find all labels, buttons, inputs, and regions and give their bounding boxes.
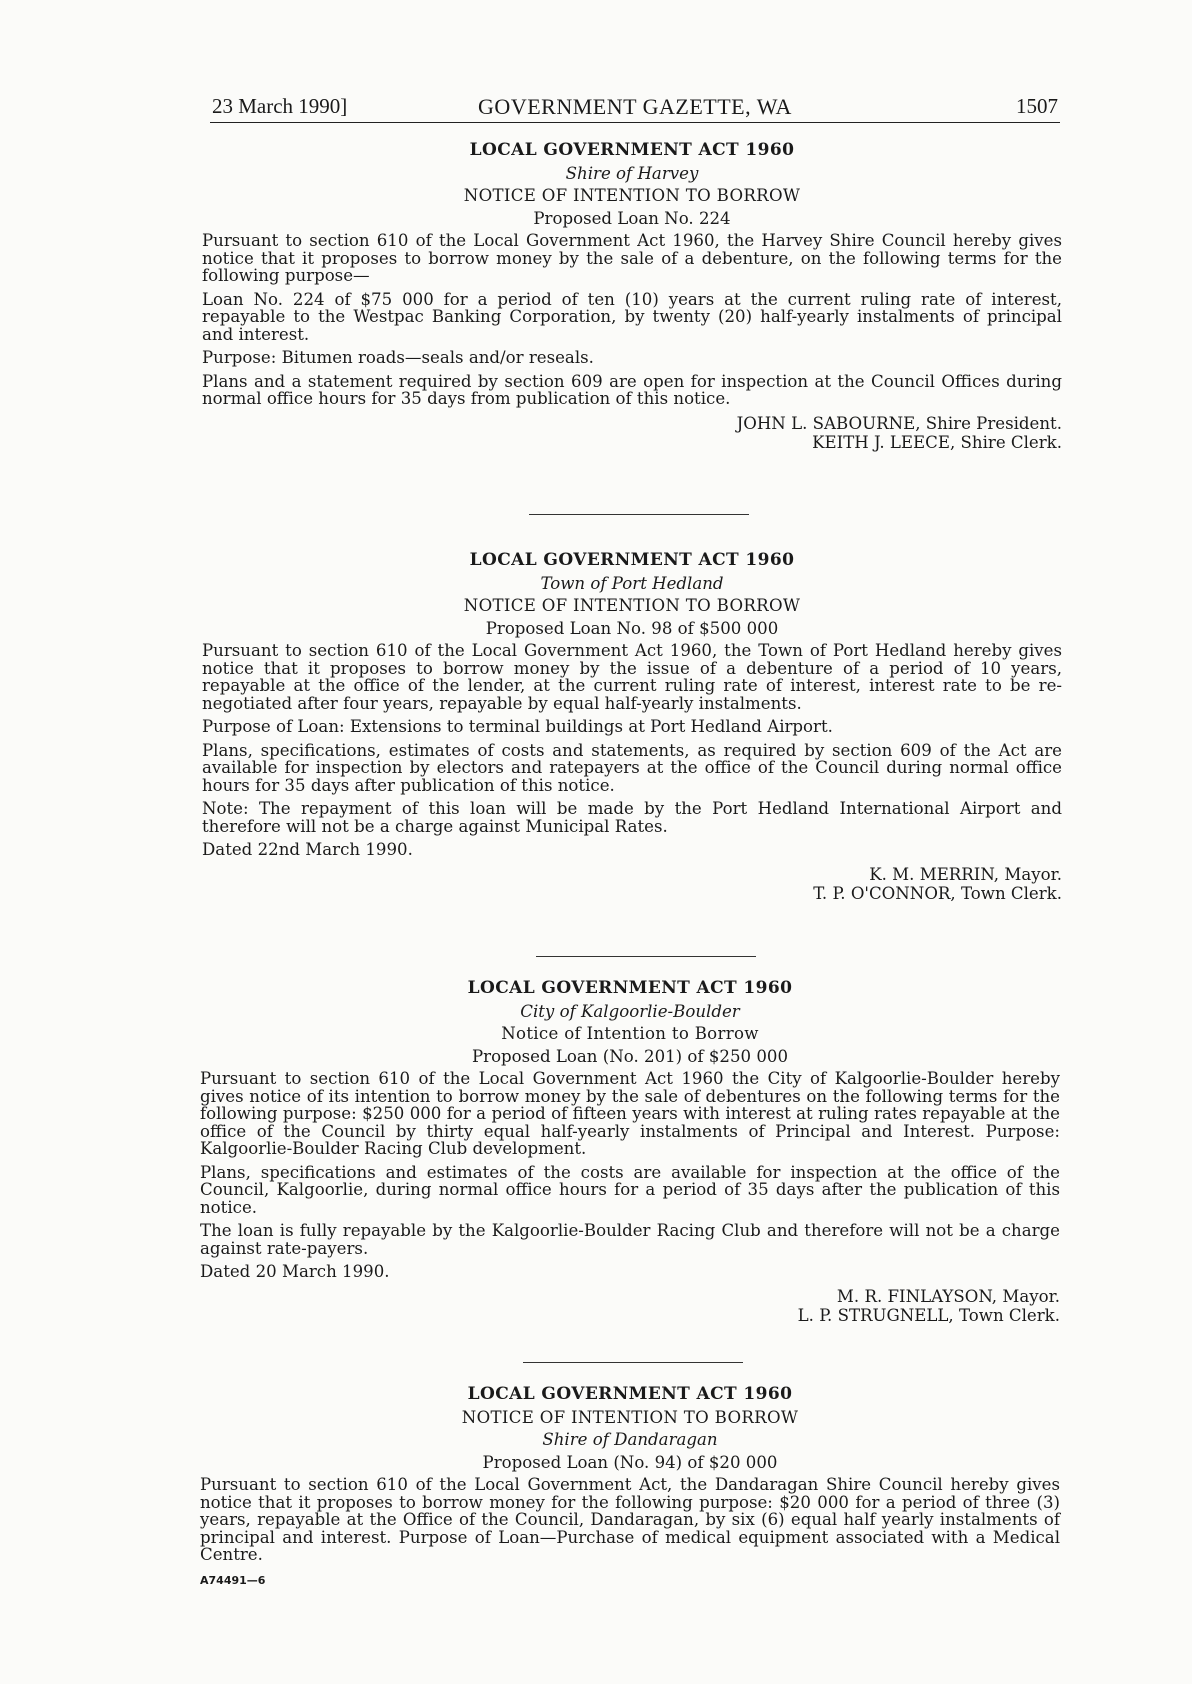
notice-paragraph: Pursuant to section 610 of the Local Government Act 1960, the Town of Port Hedland hereby gives notice that it proposes to borrow money by the issue of a debenture of a period of 10 years, repayable at the office of the lender, at the current ruling rate of interest, interest rate to be re-negotiated after four years, repayable by equal half-yearly instalments. [202, 641, 1062, 713]
notice-paragraph: Loan No. 224 of $75 000 for a period of ten (10) years at the current ruling rate of interest, repayable to the Westpac Banking Corporation, by twenty (20) half-yearly instalments of principal and interest. [202, 289, 1062, 344]
notice-heading: Notice of Intention to Borrow [501, 1024, 759, 1043]
notice-act-title: LOCAL GOVERNMENT ACT 1960 [467, 978, 793, 998]
notice-paragraph: The loan is fully repayable by the Kalgoorlie-Boulder Racing Club and therefore will not be a charge against rate-payers. [200, 1221, 1060, 1258]
notice-act-title: LOCAL GOVERNMENT ACT 1960 [469, 140, 795, 160]
notice-paragraph: Dated 20 March 1990. [200, 1262, 390, 1281]
notice-signature-block [200, 1287, 1060, 1325]
notice-subtitle: Town of Port Hedland [540, 573, 724, 593]
notice-paragraph: Plans, specifications and estimates of the costs are available for inspection at the office of the Council, Kalgoorlie, during normal office hours for a period of 35 days after the publication of this notice. [200, 1162, 1060, 1217]
notice-proposed-loan: Proposed Loan No. 98 of $500 000 [485, 618, 779, 638]
notice-shire-of-harvey [202, 142, 1062, 452]
page-header [210, 92, 1060, 123]
section-divider [536, 956, 756, 957]
notice-paragraph: Purpose: Bitumen roads—seals and/or reseals. [202, 348, 594, 367]
notice-paragraph: Dated 22nd March 1990. [202, 840, 413, 859]
signature-line: K. M. MERRIN, Mayor. [869, 864, 1062, 884]
header-title: GOVERNMENT GAZETTE, WA [478, 94, 792, 119]
notice-proposed-loan: Proposed Loan (No. 201) of $250 000 [471, 1046, 789, 1066]
notice-paragraph: Pursuant to section 610 of the Local Government Act, the Dandaragan Shire Council hereby gives notice that it proposes to borrow money for the following purpose: $20 000 for a period of three (3) years, repayable at the Office of the Council, Dandaragan, by six (6) equal half yearly instalments of principal and interest. Purpose of Loan—Purchase of medical equipment associated with a Medical Centre. [200, 1475, 1060, 1564]
page-number: 1507 [1016, 94, 1058, 118]
signature-line: JOHN L. SABOURNE, Shire President. [736, 413, 1062, 433]
notice-paragraph: Note: The repayment of this loan will be made by the Port Hedland International Airport and therefore will not be a charge against Municipal Rates. [202, 799, 1062, 836]
notice-heading: NOTICE OF INTENTION TO BORROW [463, 186, 801, 205]
section-divider [523, 1362, 743, 1363]
notice-paragraph: Plans and a statement required by section 609 are open for inspection at the Council Offices during normal office hours for 35 days from publication of this notice. [202, 371, 1062, 408]
notice-heading: NOTICE OF INTENTION TO BORROW [461, 1407, 799, 1427]
notice-paragraph: Pursuant to section 610 of the Local Government Act 1960, the Harvey Shire Council hereby gives notice that it proposes to borrow money by the sale of a debenture, on the following terms for the following purpose— [202, 231, 1062, 285]
notice-shire-of-dandaragan [200, 1386, 1060, 1570]
notice-heading: NOTICE OF INTENTION TO BORROW [463, 596, 801, 615]
signature-line: T. P. O'CONNOR, Town Clerk. [813, 883, 1062, 903]
notice-subtitle: Shire of Harvey [565, 163, 699, 183]
signature-line: L. P. STRUGNELL, Town Clerk. [797, 1305, 1060, 1325]
notice-signature-block [202, 414, 1062, 452]
notice-paragraph: Plans, specifications, estimates of costs and statements, as required by section 609 of the Act are available for inspection by electors and ratepayers at the office of the Council during normal office hours for 35 days after publication of this notice. [202, 740, 1062, 795]
notice-paragraph: Purpose of Loan: Extensions to terminal buildings at Port Hedland Airport. [202, 717, 833, 736]
notice-act-title: LOCAL GOVERNMENT ACT 1960 [469, 550, 795, 570]
signature-line: KEITH J. LEECE, Shire Clerk. [812, 432, 1062, 452]
section-divider [529, 514, 749, 515]
notice-proposed-loan: Proposed Loan No. 224 [533, 208, 731, 228]
notice-signature-block [202, 865, 1062, 903]
signature-line: M. R. FINLAYSON, Mayor. [836, 1286, 1060, 1306]
notice-town-of-port-hedland [202, 552, 1062, 903]
notice-paragraph: Pursuant to section 610 of the Local Government Act 1960 the City of Kalgoorlie-Boulder hereby gives notice of its intention to borrow money by the sale of debentures on the following terms for the following purpose: $250 000 for a period of fifteen years with interest at ruling rates repayable at the office of the Council by thirty equal half-yearly instalments of Principal and Interest. Purpose: Kalgoorlie-Boulder Racing Club development. [200, 1069, 1060, 1158]
footer-code: A74491—6 [200, 1574, 266, 1587]
notice-proposed-loan: Proposed Loan (No. 94) of $20 000 [482, 1452, 778, 1472]
notice-act-title: LOCAL GOVERNMENT ACT 1960 [467, 1384, 793, 1404]
notice-subtitle: City of Kalgoorlie-Boulder [520, 1001, 740, 1021]
notice-subtitle: Shire of Dandaragan [542, 1430, 718, 1449]
notice-city-of-kalgoorlie-boulder [200, 980, 1060, 1325]
header-date: 23 March 1990] [212, 94, 348, 118]
